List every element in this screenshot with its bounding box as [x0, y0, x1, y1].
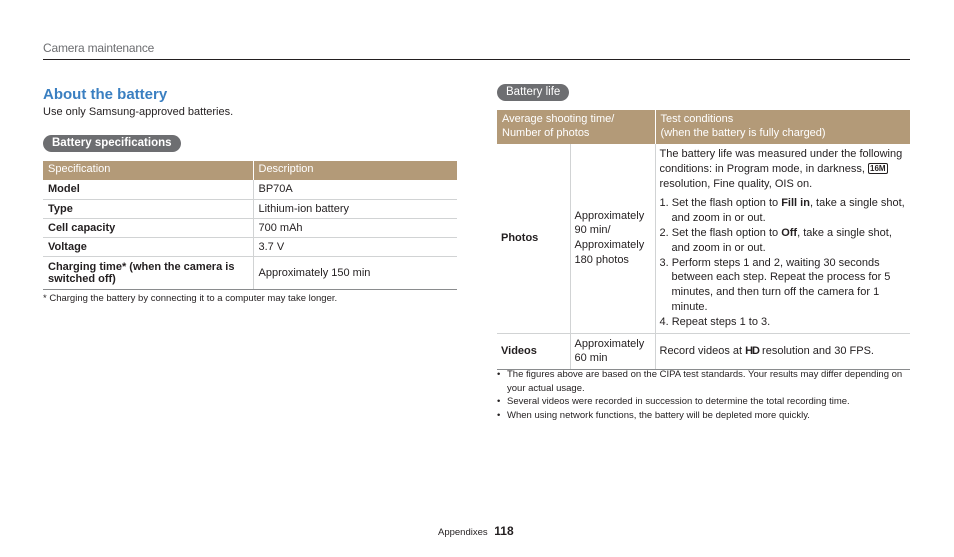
step-text: 1. Set the flash option to: [659, 197, 782, 210]
videos-conditions: [655, 333, 910, 370]
spec-value: 3.7 V: [253, 237, 457, 256]
photos-time-line: 90 min/: [574, 224, 611, 237]
battery-life-heading: Battery life: [497, 84, 569, 101]
spec-label: Type: [43, 199, 253, 218]
footer-label: Appendixes: [438, 527, 488, 538]
list-item: • Several videos were recorded in succession to determine the total recording time.: [497, 395, 907, 409]
header-test-conditions-line2: (when the battery is fully charged): [660, 127, 826, 139]
intro-text: Use only Samsung-approved batteries.: [43, 106, 234, 118]
photos-time-line: 180 photos: [574, 254, 629, 267]
table-row-photos: [497, 144, 910, 333]
header-shooting-time: [497, 110, 655, 144]
step-text: 2. Set the flash option to: [659, 226, 782, 239]
photos-time-line: Approximately: [574, 209, 645, 222]
spec-label: Voltage: [43, 237, 253, 256]
header-shooting-time-line2: Number of photos: [502, 127, 590, 139]
table-row-videos: [497, 333, 910, 370]
conditions-text: resolution, Fine quality, OIS on.: [659, 177, 813, 190]
spec-value: BP70A: [253, 180, 457, 199]
table-row: [43, 199, 457, 218]
photos-conditions: [655, 144, 910, 333]
battery-specifications-heading: Battery specifications: [43, 135, 181, 152]
videos-time: [570, 333, 655, 370]
photos-time-line: Approximately: [574, 239, 645, 252]
test-steps-list: [660, 196, 907, 329]
conditions-text: Record videos at: [659, 344, 746, 357]
table-row: [43, 237, 457, 256]
header-test-conditions: [655, 110, 910, 144]
list-item: • When using network functions, the battery will be depleted more quickly.: [497, 409, 907, 423]
videos-time-line: Approximately: [574, 337, 645, 350]
header-specification: Specification: [43, 161, 253, 180]
charging-footnote: * Charging the battery by connecting it to a computer may take longer.: [43, 293, 338, 304]
battery-specifications-table: [43, 161, 457, 290]
test-step: [660, 226, 907, 256]
photos-time: [570, 144, 655, 333]
header-test-conditions-line1: Test conditions: [660, 113, 734, 125]
test-step: 4. Repeat steps 1 to 3.: [659, 315, 771, 328]
spec-value: Lithium-ion battery: [253, 199, 457, 218]
table-header-row: [43, 161, 457, 180]
conditions-text: The battery life was measured under the following conditions: in Program mode, in darkness,: [659, 148, 903, 175]
table-row: [43, 218, 457, 237]
conditions-text: resolution and 30 FPS.: [759, 344, 874, 357]
header-shooting-time-line1: Average shooting time/: [502, 113, 615, 125]
header-description: Description: [253, 161, 457, 180]
test-step: [660, 196, 907, 226]
photos-conditions-intro: [660, 147, 907, 191]
spec-label: Charging time* (when the camera is switched off): [43, 256, 253, 289]
step-option: Off: [781, 226, 798, 239]
battery-notes-list: [497, 368, 907, 422]
photos-label: Photos: [497, 144, 570, 333]
videos-label: Videos: [497, 333, 570, 370]
list-item: • The figures above are based on the CIPA test standards. Your results may differ depending on your actual usage.: [497, 368, 907, 395]
spec-label: Cell capacity: [43, 218, 253, 237]
step-option: Fill in: [781, 197, 810, 210]
spec-value: Approximately 150 min: [253, 256, 457, 289]
page-footer: [438, 524, 514, 538]
page-number: 118: [494, 524, 514, 538]
step-text: , take a single shot, and zoom in or out.: [671, 226, 892, 254]
step-text: , take a single shot, and zoom in or out.: [671, 197, 905, 225]
hd-resolution-icon: HD: [745, 344, 759, 357]
battery-life-table: [497, 110, 910, 370]
running-header: Camera maintenance: [43, 41, 155, 55]
page-title: About the battery: [43, 86, 168, 103]
spec-label: Model: [43, 180, 253, 199]
photo-resolution-icon: 16M: [870, 163, 886, 173]
spec-value: 700 mAh: [253, 218, 457, 237]
table-row: [43, 180, 457, 199]
table-row: [43, 256, 457, 289]
table-header-row: [497, 110, 910, 144]
videos-time-line: 60 min: [574, 352, 608, 365]
test-step: 3. Perform steps 1 and 2, waiting 30 seconds between each step. Repeat the process for 5 minutes, and then turn off the camera for 1 minute.: [659, 256, 891, 313]
header-divider: [43, 59, 910, 60]
